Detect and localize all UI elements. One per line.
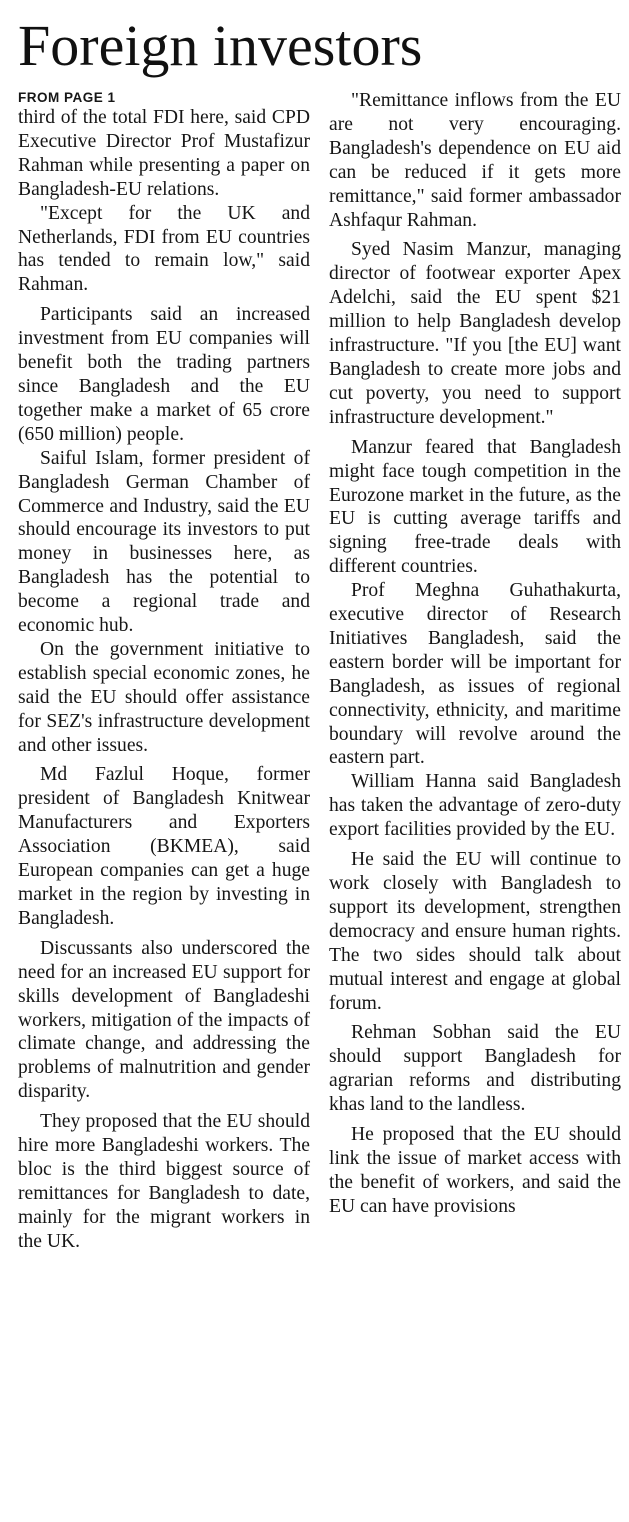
paragraph: On the government initiative to establish special economic zones, he said the EU should offer assistance for SEZ's infrastructure development and other issues. bbox=[18, 638, 310, 756]
column-right bbox=[329, 89, 621, 1254]
paragraph: third of the total FDI here, said CPD Executive Director Prof Mustafizur Rahman while presenting a paper on Bangladesh-EU relations. bbox=[18, 107, 310, 200]
column-left bbox=[18, 89, 310, 1254]
paragraph: Discussants also underscored the need for an increased EU support for skills development of Bangladeshi workers, mitigation of the impacts of climate change, and addressing the problems of malnutrition and gender disparity. bbox=[18, 937, 310, 1103]
paragraph: William Hanna said Bangladesh has taken the advantage of zero-duty export facilities provided by the EU. bbox=[329, 771, 621, 841]
paragraph: Rehman Sobhan said the EU should support Bangladesh for agrarian reforms and distributing khas land to the landless. bbox=[329, 1022, 621, 1116]
paragraph: Syed Nasim Manzur, managing director of footwear exporter Apex Adelchi, said the EU spent $21 million to help Bangladesh develop infrastructure. "If you [the EU] want Bangladesh to create more jobs and cut poverty, you need to support infrastructure development." bbox=[329, 239, 621, 428]
paragraph: "Except for the UK and Netherlands, FDI from EU countries has tended to remain low," said Rahman. bbox=[18, 202, 310, 296]
continuation-kicker: FROM PAGE 1 bbox=[18, 90, 116, 105]
article-body bbox=[18, 89, 621, 1254]
paragraph: Prof Meghna Guhathakurta, executive director of Research Initiatives Bangladesh, said the eastern border will be important for Bangladesh, as issues of regional connectivity, ethnicity, and maritime boundary will revolve around the eastern part. bbox=[329, 580, 621, 769]
paragraph: He said the EU will continue to work closely with Bangladesh to support its development, strengthen democracy and ensure human rights. The two sides should talk about mutual interest and engage at global forum. bbox=[329, 849, 621, 1014]
paragraph: Manzur feared that Bangladesh might face tough competition in the Eurozone market in the future, as the EU is cutting average tariffs and signing free-trade deals with different countries. bbox=[329, 436, 621, 578]
paragraph: "Remittance inflows from the EU are not very encouraging. Bangladesh's dependence on EU aid can be reduced if it gets more remittance," said former ambassador Ashfaqur Rahman. bbox=[329, 90, 621, 231]
paragraph: Md Fazlul Hoque, former president of Bangladesh Knitwear Manufacturers and Exporters Association (BKMEA), said European companies can get a huge market in the region by investing in Bangladesh. bbox=[18, 764, 310, 929]
headline: Foreign investors bbox=[18, 13, 423, 78]
paragraph: They proposed that the EU should hire more Bangladeshi workers. The bloc is the third biggest source of remittances for Bangladesh to date, mainly for the migrant workers in the UK. bbox=[18, 1111, 310, 1252]
paragraph: He proposed that the EU should link the issue of market access with the benefit of workers, and said the EU can have provisions bbox=[329, 1124, 621, 1217]
paragraph: Participants said an increased investment from EU companies will benefit both the trading partners since Bangladesh and the EU together make a market of 65 crore (650 million) people. bbox=[18, 304, 310, 445]
paragraph: Saiful Islam, former president of Bangladesh German Chamber of Commerce and Industry, said the EU should encourage its investors to put money in businesses here, as Bangladesh has the potential to become a regional trade and economic hub. bbox=[18, 447, 310, 637]
